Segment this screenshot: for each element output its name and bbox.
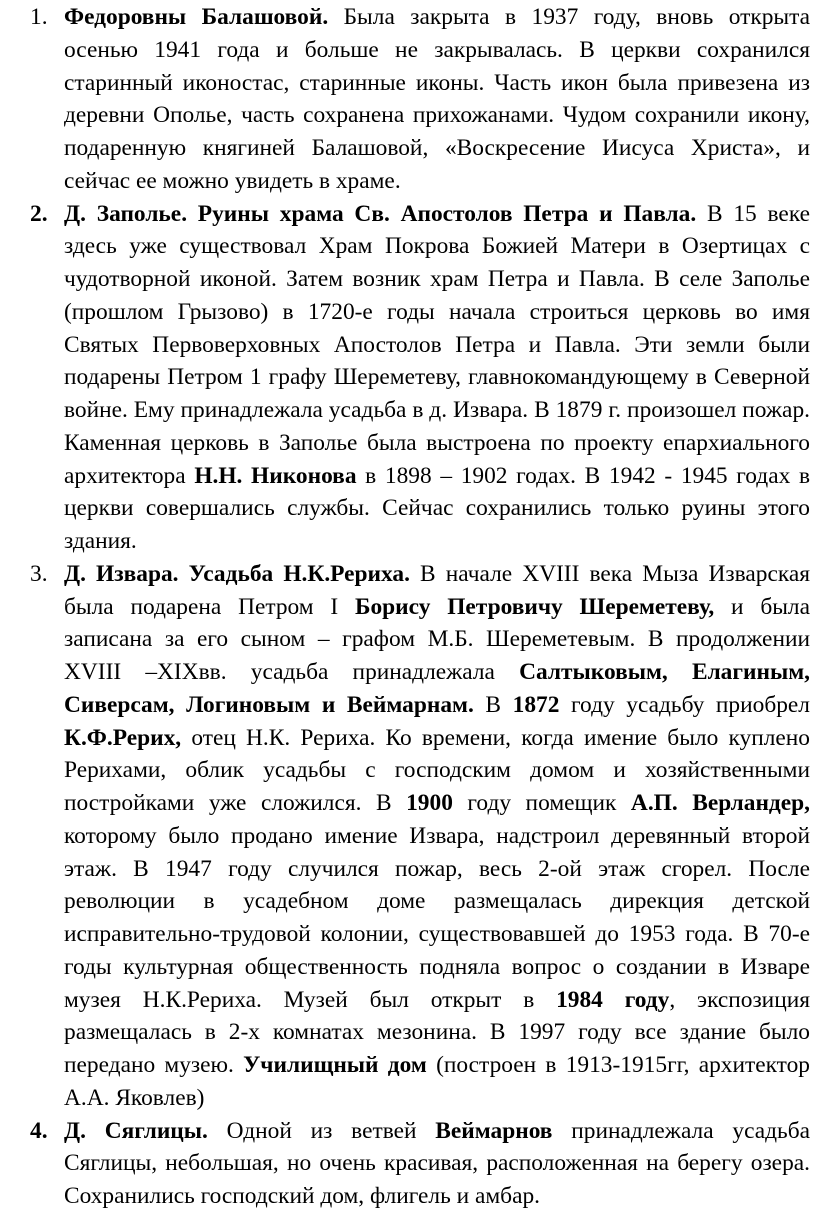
text-run: Д. Извара. Усадьба Н.К.Рериха. [64,560,410,587]
text-run: Была закрыта в 1937 году, вновь открыта осенью 1941 года и больше не закрывалась. В церкви сохранился старинный иконостас, старинные иконы. Часть икон была привезена из деревни Ополье, часть сохранена прихожанами. Чудом сохранили икону, подаренную княгиней Балашовой, «Воскресение Иисуса Христа», и сейчас ее можно увидеть в храме. [64,4,810,194]
text-run: А.П. Верландер, [630,790,810,816]
text-run: отец Н.К. Рериха. Ко времени, когда имение было куплено Рерихами, облик усадьбы с господским домом и хозяйственными постройками уже сложился. В [64,724,810,816]
text-run: Салтыковым, Елагиным, Сиверсам, Логиновым и Веймарнам. [64,659,811,718]
list-number: 3. [30,560,48,587]
text-run: 1900 [406,790,453,816]
text-run: принадлежала усадьба Сяглицы, небольшая, но очень красивая, расположенная на берегу озера. Сохранились господский дом, флигель и амбар. [64,1117,810,1209]
text-run: Веймарнов [435,1117,553,1144]
text-run: В 15 веке здесь уже существовал Храм Покрова Божией Матери в Озертицах с чудотворной иконой. Затем возник храм Петра и Павла. В селе Заполье (прошлом Грызово) в 1720-е годы начала строиться церковь во имя Святых Первоверховных Апостолов Петра и Павла. Эти земли были подарены Петром 1 графу Шереметеву, главнокомандующему в Северной войне. Ему принадлежала усадьба в д. Извара. В 1879 г. произошел пожар. Каменная церковь в Заполье была выстроена по проекту епархиального архитектора [64,200,810,489]
text-run: Федоровны Балашовой. [64,4,329,30]
paragraph-text [64,561,810,1111]
list-number: 2. [30,200,48,227]
text-run: Д. Заполье. Руины храма Св. Апостолов Петра и Павла. [64,200,697,227]
list-number: 4. [30,1117,48,1144]
list-number: 1. [30,4,48,30]
text-run: (построен в 1913-1915гг, архитектор А.А. Яковлев) [64,1052,810,1111]
text-run: 1872 [512,691,560,718]
text-run: 1984 году [556,986,670,1013]
text-run: Борису Петровичу Шереметеву, [355,593,715,620]
text-run: Н.Н. Никонова [194,462,357,489]
text-run: В [473,691,513,718]
text-run: и была записана за его сыном – графом М.Б. Шереметевым. В продолжении XVIII –XIXвв. усадьба принадлежала [64,593,810,685]
text-run: году усадьбу приобрел [559,691,810,718]
paragraph-text [64,4,810,194]
text-run: Д. Сяглицы. [64,1117,208,1144]
list-item [30,558,816,1115]
list-item [30,198,816,558]
text-run: , экспозиция размещалась в 2-х комнатах мезонина. В 1997 году все здание было передано музею. [64,986,810,1078]
list-item [30,1115,816,1213]
text-run: Одной из ветвей [207,1117,436,1144]
text-run: К.Ф.Рерих, [64,724,182,751]
text-run: которому было продано имение Извара, надстроил деревянный второй этаж. В 1947 году случился пожар, весь 2-ой этаж сгорел. После революции в усадебном доме размещалась дирекция детской исправительно-трудовой колонии, существовавшей до 1953 года. В 70-е годы культурная общественность подняла вопрос о создании в Изваре музея Н.К.Рериха. Музей был открыт в [64,822,810,1013]
text-run: В начале XVIII века Мыза Изварская была подарена Петром I [64,560,810,620]
text-run: в 1898 – 1902 годах. В 1942 - 1945 годах в церкви совершались службы. Сейчас сохранились только руины этого здания. [64,462,810,554]
paragraph-text [64,201,810,555]
list-item [30,1,816,198]
text-run: Училищный дом [243,1052,427,1078]
text-run: году помещик [452,790,631,816]
paragraph-text [64,1118,810,1210]
